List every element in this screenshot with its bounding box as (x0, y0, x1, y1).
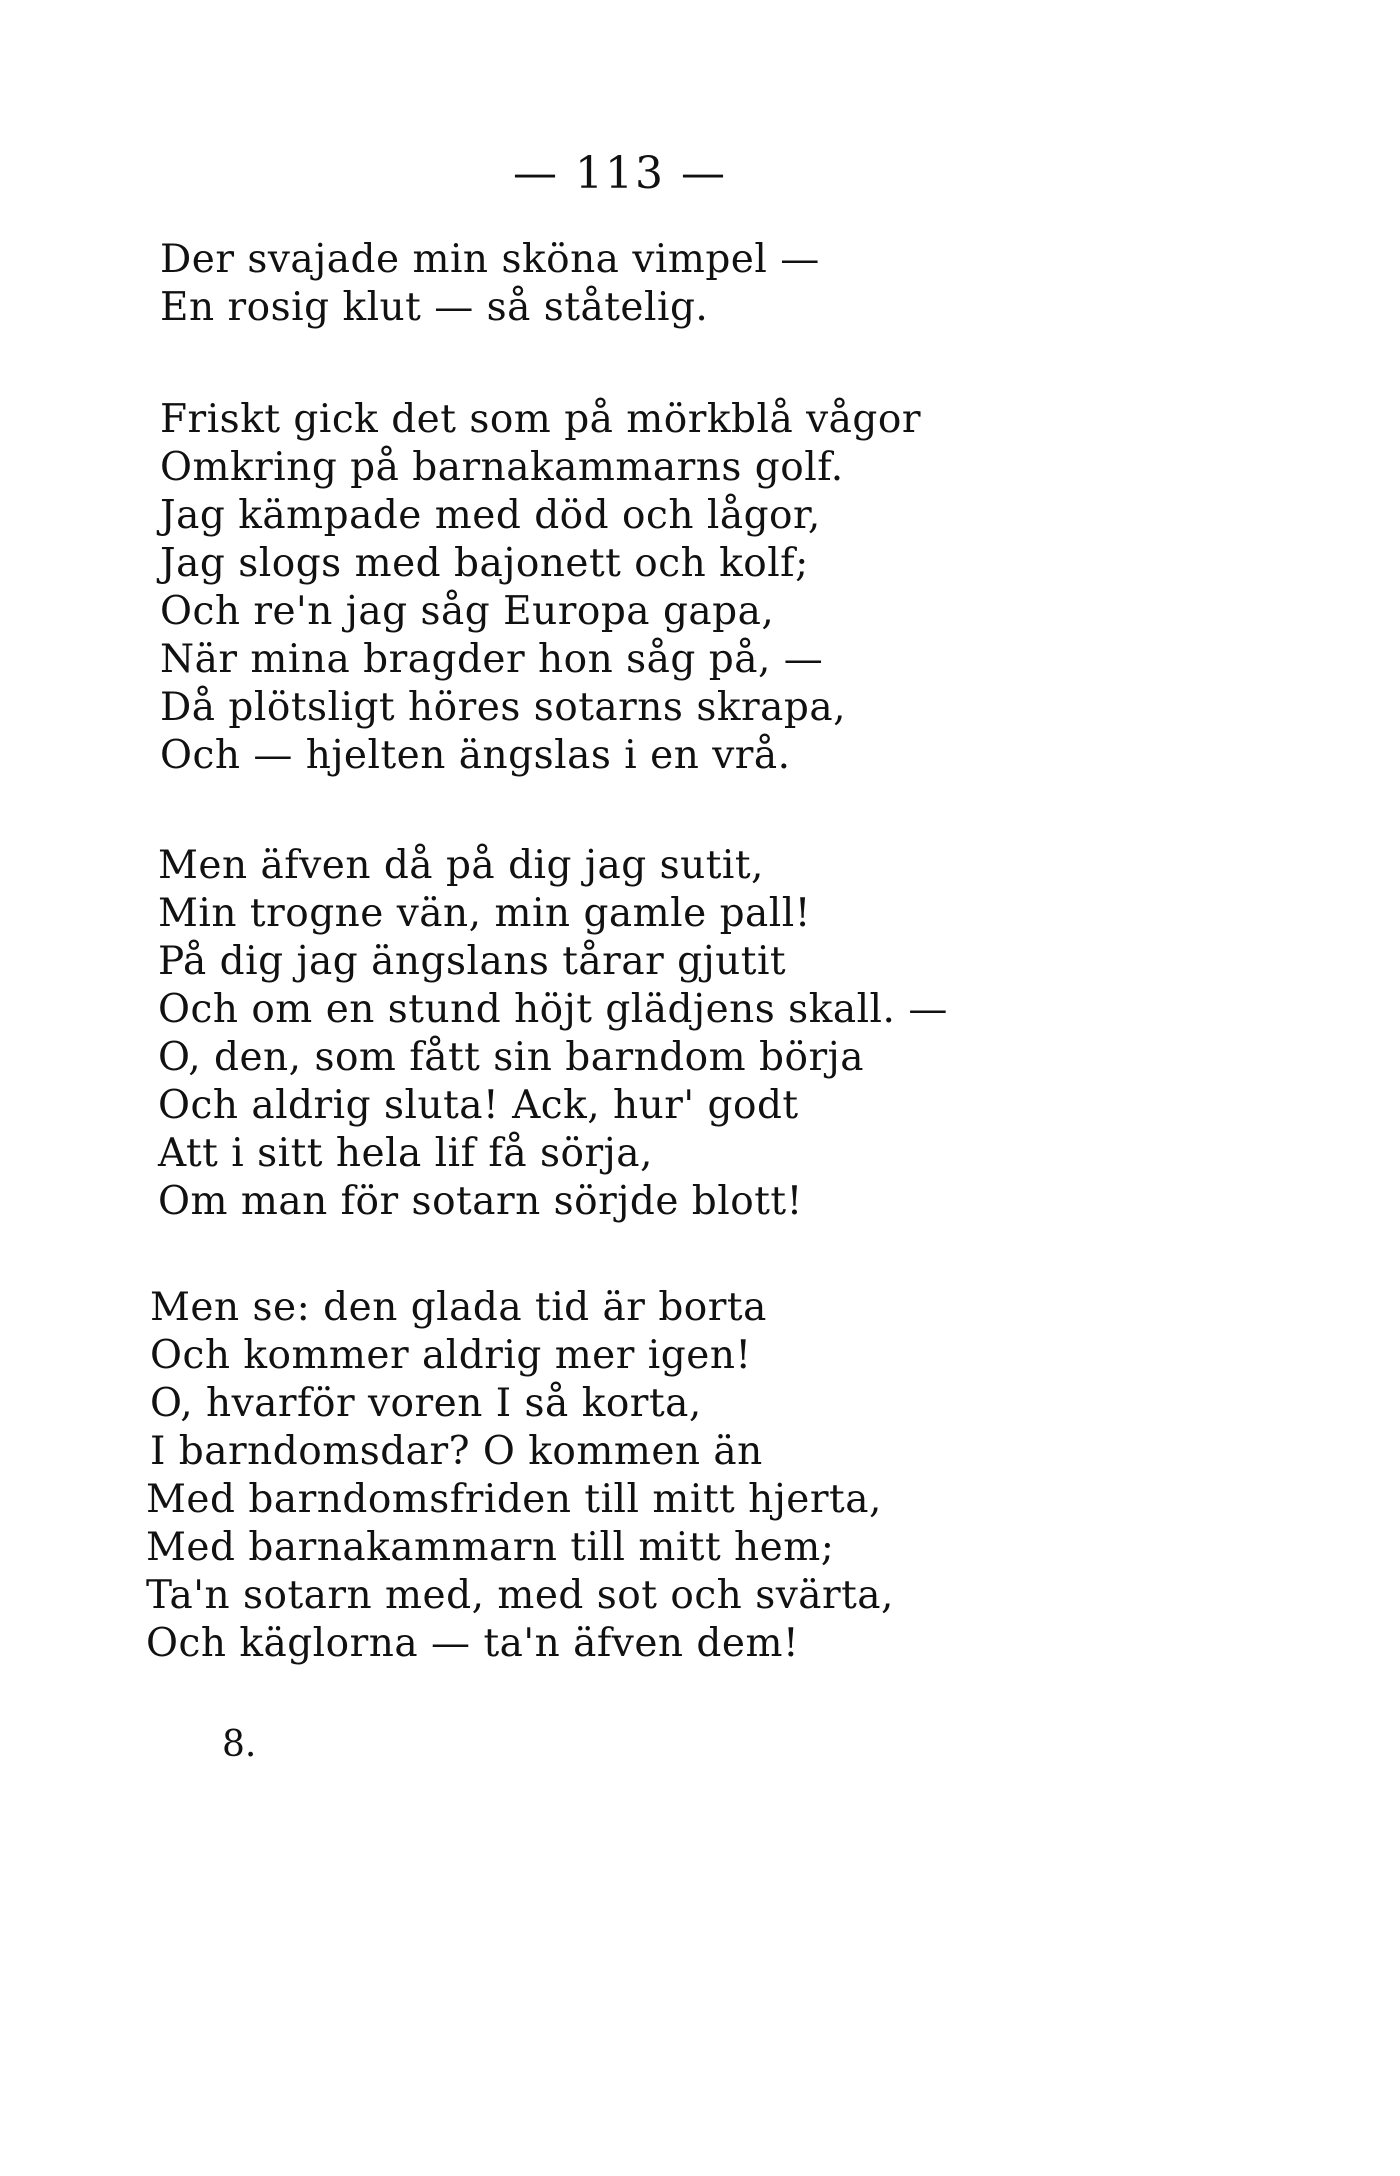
poem-line: Med barndomsfriden till mitt hjerta, (146, 1477, 882, 1522)
poem-line: Om man för sotarn sörjde blott! (158, 1179, 803, 1224)
poem-line: Jag slogs med bajonett och kolf; (160, 541, 809, 586)
poem-line: O, den, som fått sin barndom börja (158, 1035, 864, 1080)
poem-line: Omkring på barnakammarns golf. (160, 445, 844, 490)
poem-line: O, hvarför voren I så korta, (150, 1381, 702, 1426)
poem-line: I barndomsdar? O kommen än (150, 1429, 763, 1474)
poem-line: Och aldrig sluta! Ack, hur' godt (158, 1083, 799, 1128)
poem-line: Och käglorna — ta'n äfven dem! (146, 1621, 800, 1666)
poem-line: Och om en stund höjt glädjens skall. — (158, 987, 948, 1032)
poem-line: Friskt gick det som på mörkblå vågor (160, 397, 921, 442)
poem-line: Att i sitt hela lif få sörja, (158, 1131, 653, 1176)
poem-line: Der svajade min sköna vimpel — (160, 237, 820, 282)
poem-line: Och — hjelten ängslas i en vrå. (160, 733, 791, 778)
poem-line: Och kommer aldrig mer igen! (150, 1333, 752, 1378)
poem-line: Och re'n jag såg Europa gapa, (160, 589, 775, 634)
poem-line: Min trogne vän, min gamle pall! (158, 891, 811, 936)
poem-line: Men äfven då på dig jag sutit, (158, 843, 764, 888)
poem-line: En rosig klut — så ståtelig. (160, 285, 709, 330)
poem-line: Då plötsligt höres sotarns skrapa, (160, 685, 846, 730)
poem-line: På dig jag ängslans tårar gjutit (158, 939, 787, 984)
poem-line: Ta'n sotarn med, med sot och svärta, (146, 1573, 894, 1618)
poem-line: Med barnakammarn till mitt hem; (146, 1525, 835, 1570)
poem-line: När mina bragder hon såg på, — (160, 637, 824, 682)
signature-mark: 8. (222, 1724, 257, 1765)
page-number: — 113 — (513, 148, 727, 199)
poem-line: Jag kämpade med död och lågor, (160, 493, 821, 538)
poem-line: Men se: den glada tid är borta (150, 1285, 767, 1330)
